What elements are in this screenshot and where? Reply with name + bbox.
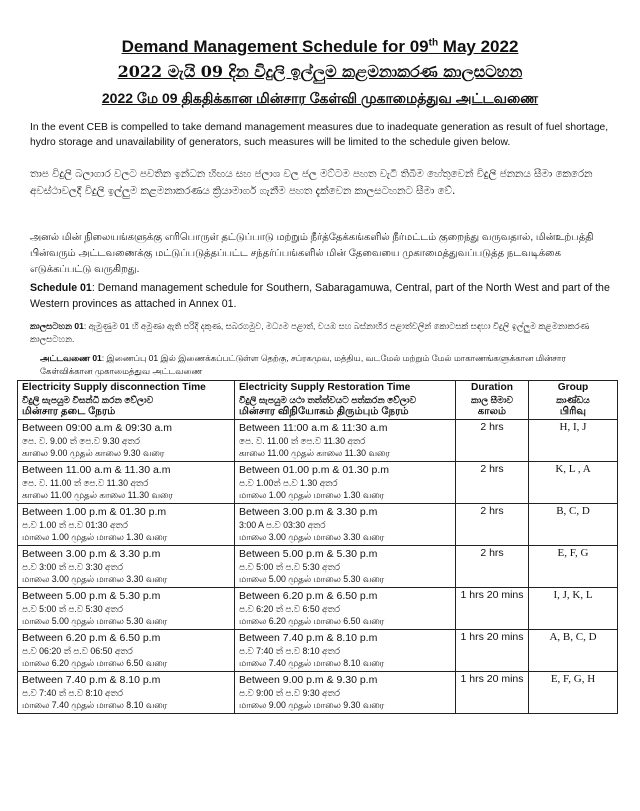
table-row xyxy=(18,504,618,546)
duration-cell: 2 hrs xyxy=(456,420,529,462)
schedule-tamil: அட்டவணை 01: இணைப்பு 01 இல் இணைக்கப்பட்டுள்ள தெற்கு, சப்ரகமுவ, மத்திய, வடமேல் மற்றும் மேல் மாகாணங்களுக்கான மின்சார கேள்விக்கான முகாமைத்துவ அட்டவணை xyxy=(40,353,566,376)
table-row xyxy=(18,420,618,462)
restoration-cell: Between 11:00 a.m & 11:30 a.m පෙ. ව. 11.00 ත් පෙ.ව 11.30 අතර காலை 11.00 முதல் காலை 11.30 வரை xyxy=(235,420,456,462)
table-header-row xyxy=(18,381,618,420)
restoration-cell: Between 3.00 p.m & 3.30 p.m 3:00 A ප.ව 03:30 අතර மாலை 3.00 முதல் மாலை 3.30 வரை xyxy=(235,504,456,546)
duration-cell: 1 hrs 20 mins xyxy=(456,672,529,714)
header-group: Group කාණ්ඩය பிரிவு xyxy=(529,381,618,420)
disconnection-cell: Between 1.00 p.m & 01.30 p.m ප.ව 1.00 ත් ප.ව 01:30 අතර மாலை 1.00 முதல் மாலை 1.30 வரை xyxy=(18,504,235,546)
header-disconnection: Electricity Supply disconnection Time විදුලි සැපයුම විසන්ධි කරන වේලාව மின்சார தடை நேரம் xyxy=(18,381,235,420)
restoration-cell: Between 01.00 p.m & 01.30 p.m ප.ව 1.00ත් ප.ව 1.30 අතර மாலை 1.00 முதல் மாலை 1.30 வரை xyxy=(235,462,456,504)
schedule-table xyxy=(17,380,618,714)
group-cell: H, I, J xyxy=(529,420,618,462)
restoration-cell: Between 6.20 p.m & 6.50 p.m ප.ව 6:20 ත් ප.ව 6:50 අතර மாலை 6.20 முதல் மாலை 6.50 வரை xyxy=(235,588,456,630)
header-duration: Duration කාල සීමාව காலம் xyxy=(456,381,529,420)
group-cell: A, B, C, D xyxy=(529,630,618,672)
disconnection-cell: Between 09:00 a.m & 09:30 a.m පෙ. ව. 9.00 ත් පෙ.ව 9.30 අතර காலை 9.00 முதல் காலை 9.30 வரை xyxy=(18,420,235,462)
disconnection-cell: Between 7.40 p.m & 8.10 p.m ප.ව 7:40 ත් ප.ව 8:10 අතර மாலை 7.40 முதல் மாலை 8.10 வரை xyxy=(18,672,235,714)
schedule-english: Schedule 01: Demand management schedule for Southern, Sabaragamuwa, Central, part of the North West and part of the Western provinces as attached in Annex 01. xyxy=(30,282,610,310)
intro-tamil: அனல் மின் நிலையங்களுக்கு எரிபொருள் தட்டுப்பாடு மற்றும் நீர்த்தேக்கங்களில் நீர்மட்டம் குறைந்து வருவதால், மின்உற்பத்தி பின்வரும் அட்டவணைக்கு மட்டுப்படுத்தப்பட்ட சந்தர்ப்பங்களில் மின் தேவையை முகாமைத்துவப்படுத்த நடவடிக்கை எடுக்கப்பட்டு வருகிறது. xyxy=(30,232,594,275)
disconnection-cell: Between 5.00 p.m & 5.30 p.m ප.ව 5:00 ත් ප.ව 5:30 අතර மாலை 5.00 முதல் மாலை 5.30 வரை xyxy=(18,588,235,630)
restoration-cell: Between 9.00 p.m & 9.30 p.m ප.ව 9:00 ත් ප.ව 9:30 අතර மாலை 9.00 முதல் மாலை 9.30 வரை xyxy=(235,672,456,714)
restoration-cell: Between 7.40 p.m & 8.10 p.m ප.ව 7:40 ත් ප.ව 8:10 අතර மாலை 7.40 முதல் மாலை 8.10 வரை xyxy=(235,630,456,672)
title-english: Demand Management Schedule for 09th May 2022 xyxy=(121,37,519,56)
title-tamil: 2022 மே 09 திகதிக்கான மின்சார கேள்வி முகாமைத்துவ அட்டவணை xyxy=(101,90,539,106)
group-cell: E, F, G xyxy=(529,546,618,588)
group-cell: K, L , A xyxy=(529,462,618,504)
group-cell: E, F, G, H xyxy=(529,672,618,714)
table-row xyxy=(18,588,618,630)
group-cell: I, J, K, L xyxy=(529,588,618,630)
duration-cell: 2 hrs xyxy=(456,504,529,546)
group-cell: B, C, D xyxy=(529,504,618,546)
schedule-sinhala: කාලසටහන 01: ඇමුණුම 01 හි අමුණා ඇති පරිදි දකුණ, සබරගමුව, මධ්‍යම පළාත්, වයඹ සහ බස්නාහිර පළාත්වලින් කොටසක් සඳහා විදුලි ඉල්ලුම කළමනාකරණ කාලසටහන. xyxy=(30,321,590,344)
disconnection-cell: Between 3.00 p.m & 3.30 p.m ප.ව 3:00 ත් ප.ව 3:30 අතර மாலை 3.00 முதல் மாலை 3.30 வரை xyxy=(18,546,235,588)
disconnection-cell: Between 6.20 p.m & 6.50 p.m ප.ව 06:20 ත් ප.ව 06:50 අතර மாலை 6.20 முதல் மாலை 6.50 வரை xyxy=(18,630,235,672)
table-row xyxy=(18,630,618,672)
title-sinhala: 2022 මැයි 09 දින විදුලි ඉල්ලුම කළමනාකරණ කාලසටහන xyxy=(117,62,523,81)
duration-cell: 1 hrs 20 mins xyxy=(456,588,529,630)
table-row xyxy=(18,672,618,714)
header-restoration: Electricity Supply Restoration Time විදුලි සැපයුම යථා තත්ත්වයට පත්කරන වේලාව மின்சார விநியோகம் திரும்பும் நேரம் xyxy=(235,381,456,420)
table-row xyxy=(18,462,618,504)
disconnection-cell: Between 11.00 a.m & 11.30 a.m පෙ. ව. 11.00 ත් පෙ.ව 11.30 අතර காலை 11.00 முதல் காலை 11.30 வரை xyxy=(18,462,235,504)
duration-cell: 2 hrs xyxy=(456,546,529,588)
intro-english: In the event CEB is compelled to take demand management measures due to inadequate generation as result of fuel shortage, hydro storage and unavailability of generators, such measures will be limited to the schedule given below. xyxy=(30,122,609,148)
restoration-cell: Between 5.00 p.m & 5.30 p.m ප.ව 5:00 ත් ප.ව 5:30 අතර மாலை 5.00 முதல் மாலை 5.30 வரை xyxy=(235,546,456,588)
duration-cell: 1 hrs 20 mins xyxy=(456,630,529,672)
table-row xyxy=(18,546,618,588)
duration-cell: 2 hrs xyxy=(456,462,529,504)
intro-sinhala: තාප විදුලි බලාගාර වලට පවතින ඉන්ධන හිඟය සහ ජලාශ වල ජල මට්ටම පහත වැටී තිබීම හේතුවෙන් විදුලි ජනනය සීමා කෙරෙන අවස්ථාවලදී විදුලි ඉල්ලුම කළමනාකරණය ක්‍රියාමාර්ග ගැනීම පහත දැක්වෙන කාලසටහනට සීමා වේ. xyxy=(30,168,593,197)
